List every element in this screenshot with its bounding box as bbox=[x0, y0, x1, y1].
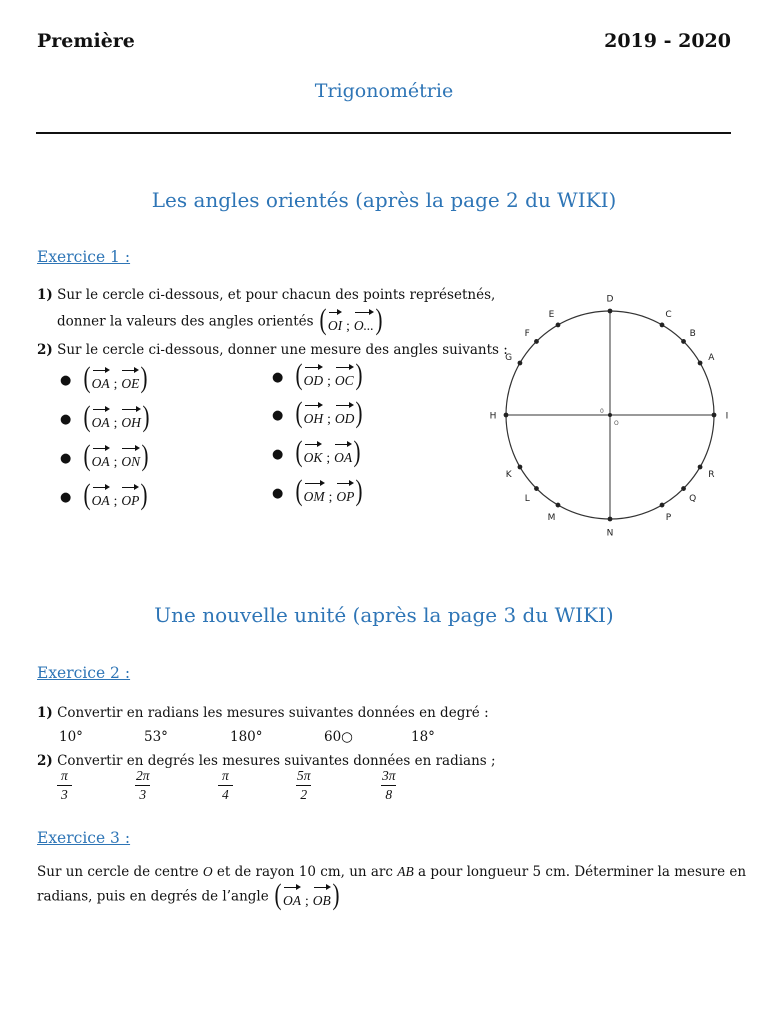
section-title-angles: Les angles orientés (après la page 2 du WIKI) bbox=[151, 188, 617, 212]
circle-point-M bbox=[556, 503, 561, 508]
q-text: Convertir en degrés les mesures suivantes données en radians ; bbox=[57, 753, 496, 769]
circle-point-D bbox=[608, 309, 613, 314]
ex3-text: a pour longueur 5 cm. Déterminer la mesure en bbox=[418, 864, 747, 880]
circle-point-label-E: E bbox=[548, 310, 555, 321]
degree-value: 60○ bbox=[324, 729, 353, 745]
radian-fraction bbox=[218, 768, 233, 803]
circle-point-label-D: D bbox=[606, 294, 614, 305]
section-title-radians: Une nouvelle unité (après la page 3 du WIKI) bbox=[154, 603, 614, 627]
circle-point-label-I: I bbox=[725, 411, 729, 422]
center-label: O bbox=[614, 420, 619, 427]
circle-point-P bbox=[660, 503, 665, 508]
degree-value: 18° bbox=[411, 729, 435, 745]
point-label: O bbox=[202, 864, 213, 879]
angle-item: ● ( OK ; OA ) bbox=[272, 435, 361, 468]
circle-point-R bbox=[698, 465, 703, 470]
vector: OD bbox=[335, 403, 355, 427]
bullet-icon: ● bbox=[272, 369, 284, 385]
degree-value: 180° bbox=[230, 729, 263, 745]
circle-point-label-H: H bbox=[489, 411, 497, 422]
circle-point-F bbox=[534, 339, 539, 344]
vector: OA bbox=[92, 446, 110, 470]
radian-fraction bbox=[295, 768, 313, 803]
angle-item: ● ( OM ; OP ) bbox=[272, 474, 363, 507]
exercise-3-title: Exercice 3 : bbox=[37, 829, 131, 847]
circle-point-label-L: L bbox=[524, 494, 530, 505]
degree-value: 53° bbox=[144, 729, 168, 745]
arc-label: AB bbox=[397, 864, 414, 879]
q-text: Sur le cercle ci-dessous, et pour chacun des points représetnés, bbox=[57, 287, 496, 303]
exercise-1-title: Exercice 1 : bbox=[37, 248, 131, 266]
bullet-icon: ● bbox=[272, 485, 284, 501]
vector: OA bbox=[92, 407, 110, 431]
radian-fraction bbox=[134, 768, 152, 803]
fraction-numerator: 5π bbox=[297, 768, 311, 783]
ex2-question-1 bbox=[37, 705, 489, 721]
fraction-denominator: 3 bbox=[57, 785, 72, 803]
circle-point-G bbox=[518, 361, 523, 366]
degree-value: 10° bbox=[59, 729, 83, 745]
fraction-denominator: 3 bbox=[135, 785, 150, 803]
vector: OA bbox=[92, 485, 110, 509]
ex3-text: Sur un cercle de centre bbox=[37, 864, 199, 880]
q-number: 1) bbox=[37, 287, 53, 303]
circle-point-A bbox=[698, 361, 703, 366]
circle-point-B bbox=[681, 339, 686, 344]
bullet-icon: ● bbox=[60, 450, 72, 466]
vector: OD bbox=[304, 365, 324, 389]
fraction-numerator: π bbox=[221, 768, 229, 783]
vector: OH bbox=[121, 407, 141, 431]
angle-item: ● ( OA ; OE ) bbox=[60, 361, 148, 394]
angle-item: ● ( OH ; OD ) bbox=[272, 396, 363, 429]
circle-point-label-F: F bbox=[524, 328, 530, 339]
vector: OC bbox=[335, 365, 354, 389]
bullet-icon: ● bbox=[60, 411, 72, 427]
bullet-icon: ● bbox=[272, 446, 284, 462]
circle-point-label-C: C bbox=[665, 310, 672, 321]
q-text: donner la valeurs des angles orientés bbox=[57, 313, 314, 330]
vector: ON bbox=[121, 446, 140, 470]
circle-point-L bbox=[534, 486, 539, 491]
radian-fraction bbox=[57, 768, 72, 803]
fraction-denominator: 2 bbox=[296, 785, 311, 803]
vector: OK bbox=[304, 442, 323, 466]
circle-point-Q bbox=[681, 486, 686, 491]
title-rule bbox=[36, 132, 731, 134]
circle-point-label-G: G bbox=[505, 353, 513, 363]
q-number: 2) bbox=[37, 753, 53, 769]
vector: OI bbox=[328, 310, 342, 334]
topic-title: Trigonométrie bbox=[314, 80, 454, 102]
circle-point-E bbox=[556, 323, 561, 328]
circle-point-label-N: N bbox=[606, 528, 614, 539]
fraction-denominator: 4 bbox=[218, 785, 233, 803]
q-text: Sur le cercle ci-dessous, donner une mesure des angles suivants : bbox=[57, 342, 508, 358]
vector: OP bbox=[336, 481, 354, 505]
vector: OH bbox=[304, 403, 324, 427]
circle-point-N bbox=[608, 517, 613, 522]
ex1-question-2 bbox=[37, 342, 508, 358]
ex3-line-1 bbox=[37, 864, 746, 880]
bullet-icon: ● bbox=[60, 489, 72, 505]
fraction-numerator: 2π bbox=[136, 768, 150, 783]
circle-point-I bbox=[712, 413, 717, 418]
ex3-text: radians, puis en degrés de l’angle bbox=[37, 888, 269, 905]
circle-point-label-R: R bbox=[708, 470, 715, 480]
q-number: 1) bbox=[37, 705, 53, 721]
angle-item: ● ( OD ; OC ) bbox=[272, 358, 363, 391]
fraction-numerator: π bbox=[60, 768, 68, 783]
school-year: 2019 - 2020 bbox=[604, 30, 731, 52]
q-text: Convertir en radians les mesures suivantes données en degré : bbox=[57, 705, 489, 721]
vector: OP bbox=[121, 485, 139, 509]
center-point bbox=[608, 413, 612, 417]
vector: OA bbox=[283, 885, 301, 909]
ex1-question-1 bbox=[37, 287, 495, 303]
vector: OE bbox=[121, 368, 139, 392]
vector: OB bbox=[313, 885, 331, 909]
circle-point-label-K: K bbox=[505, 470, 512, 480]
course-level: Première bbox=[37, 30, 135, 52]
ex1-question-1-line2 bbox=[57, 303, 384, 337]
ex2-question-2 bbox=[37, 753, 496, 769]
bullet-icon: ● bbox=[272, 407, 284, 423]
ex3-text: et de rayon 10 cm, un arc bbox=[216, 864, 393, 880]
vector: OM bbox=[304, 481, 325, 505]
small-zero-label: 0 bbox=[600, 408, 604, 415]
exercise-2-title: Exercice 2 : bbox=[37, 664, 131, 682]
fraction-numerator: 3π bbox=[382, 768, 396, 783]
radian-fraction bbox=[380, 768, 398, 803]
angle-item: ● ( OA ; ON ) bbox=[60, 439, 149, 472]
vector: OA bbox=[334, 442, 352, 466]
circle-point-C bbox=[660, 323, 665, 328]
circle-point-label-Q: Q bbox=[689, 494, 697, 505]
bullet-icon: ● bbox=[60, 372, 72, 388]
circle-point-K bbox=[518, 465, 523, 470]
vector: O... bbox=[354, 310, 374, 334]
circle-point-H bbox=[504, 413, 509, 418]
angle-item: ● ( OA ; OP ) bbox=[60, 478, 148, 511]
ex3-line-2 bbox=[37, 878, 341, 912]
circle-point-label-P: P bbox=[665, 512, 672, 523]
fraction-denominator: 8 bbox=[381, 785, 396, 803]
circle-point-label-A: A bbox=[708, 353, 715, 363]
circle-point-label-M: M bbox=[547, 512, 556, 523]
angle-item: ● ( OA ; OH ) bbox=[60, 400, 150, 433]
oriented-angle: ( OA ; OB ) bbox=[274, 878, 340, 911]
circle-point-label-B: B bbox=[689, 328, 696, 339]
vector: OA bbox=[92, 368, 110, 392]
q-number: 2) bbox=[37, 342, 53, 358]
oriented-angle: ( OI ; O... ) bbox=[319, 303, 383, 336]
unit-circle-figure bbox=[480, 290, 740, 540]
